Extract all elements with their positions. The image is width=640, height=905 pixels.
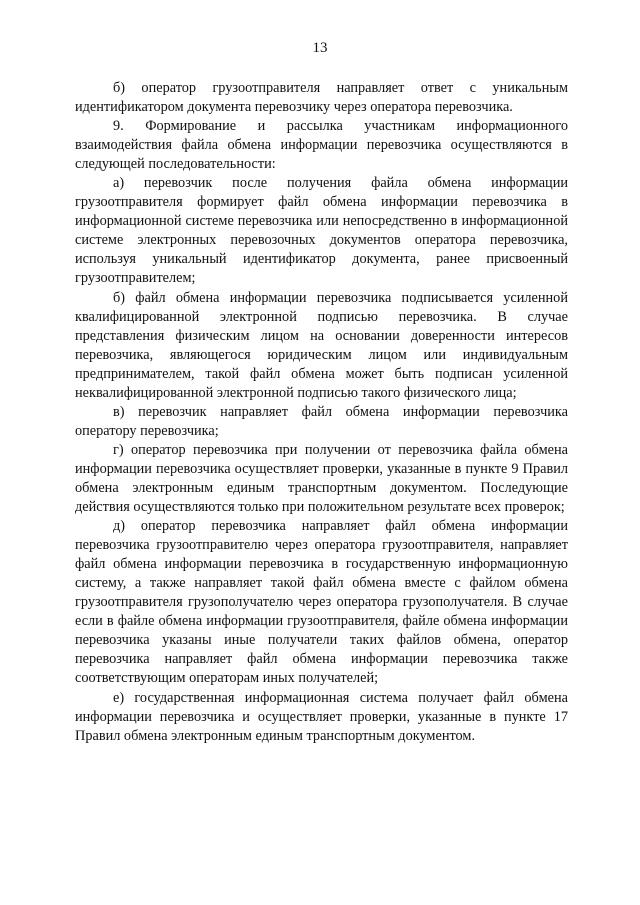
paragraph-9e: е) государственная информационная система получает файл обмена информации перевозчика и осуществляет проверки, указанные в пункте 17 Правил обмена электронным единым транспортным документом. xyxy=(75,689,568,744)
paragraph-6b: б) оператор грузоотправителя направляет ответ с уникальным идентификатором документа перевозчику через оператора перевозчика. xyxy=(75,80,568,116)
paragraph-9b: б) файл обмена информации перевозчика подписывается усиленной квалифицированной электронной подписью перевозчика. В случае представления физическим лицом на основании доверенности интересов перевозчика, являющегося юридическим лицом или индивидуальным предпринимателем, такой файл обмена может быть подписан усиленной неквалифицированной электронной подписью такого физического лица; xyxy=(75,289,568,401)
paragraph-9v: в) перевозчик направляет файл обмена информации перевозчика оператору перевозчика; xyxy=(75,403,568,439)
page-number: 13 xyxy=(312,40,328,56)
paragraph-item-9: 9. Формирование и рассылка участникам информационного взаимодействия файла обмена информации перевозчика осуществляются в следующей последовательности: xyxy=(75,118,568,173)
paragraph-9a: а) перевозчик после получения файла обмена информации грузоотправителя формирует файл обмена информации перевозчика в информационной системе перевозчика или непосредственно в информационной системе электронных перевозочных документов оператора перевозчика, используя уникальный идентификатор документа, ранее присвоенный грузоотправителем; xyxy=(75,175,568,287)
document-body xyxy=(75,79,568,746)
paragraph-9d: д) оператор перевозчика направляет файл обмена информации перевозчика грузоотправителю через оператора грузоотправителя, направляет файл обмена информации перевозчика в государственную информационную систему, а также направляет такой файл обмена вместе с файлом обмена грузоотправителя грузополучателю через оператора грузополучателя. В случае если в файле обмена информации грузоотправителя, файле обмена информации перевозчика указаны иные получатели таких файлов обмена, оператор перевозчика направляет файл обмена информации перевозчика также соответствующим операторам иных получателей; xyxy=(75,518,568,687)
paragraph-9g: г) оператор перевозчика при получении от перевозчика файла обмена информации перевозчика осуществляет проверки, указанные в пункте 9 Правил обмена электронным единым транспортным документом. Последующие действия осуществляются только при положительном результате всех проверок; xyxy=(75,441,568,516)
